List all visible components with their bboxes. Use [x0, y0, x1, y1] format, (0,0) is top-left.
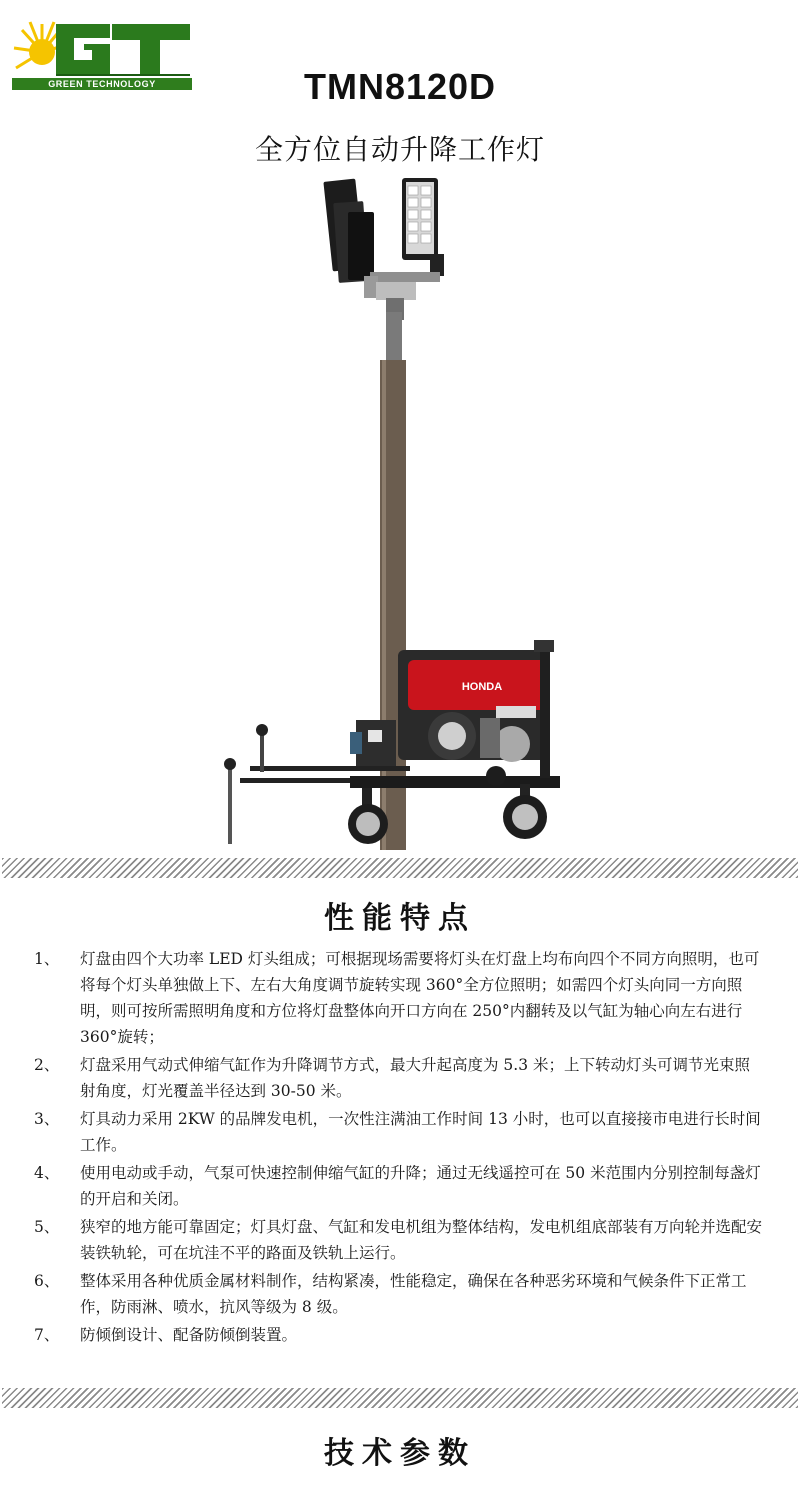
generator-brand: HONDA: [461, 681, 503, 693]
features-list: [34, 946, 764, 1350]
product-image: [200, 172, 600, 852]
product-subtitle: 全方位自动升降工作灯: [254, 133, 545, 166]
list-item: 5、 狭窄的地方能可靠固定；灯具灯盘、气缸和发电机组为整体结构，发电机组底部装有万向轮并选配安装铁轨轮，可在坑洼不平的路面及铁轨上运行。: [34, 1218, 763, 1262]
list-item: 3、 灯具动力采用 2KW 的品牌发电机，一次性注满油工作时间 13 小时，也可以直接接市电进行长时间工作。: [34, 1110, 761, 1154]
lamp-head-right: [402, 178, 444, 276]
list-item: 2、 灯盘采用气动式伸缩气缸作为升降调节方式，最大升起高度为 5.3 米；上下转动灯头可调节光束照射角度，灯光覆盖半径达到 30-50 米。: [34, 1056, 751, 1100]
lamp-head-left: [323, 179, 374, 283]
specs-title: 技术参数: [324, 1436, 476, 1471]
list-item: 4、 使用电动或手动，气泵可快速控制伸缩气缸的升降；通过无线遥控可在 50 米范围内分别控制每盏灯的开启和关闭。: [34, 1164, 761, 1208]
product-model: TMN8120D: [303, 66, 497, 107]
list-item: 7、 防倾倒设计、配备防倾倒装置。: [34, 1326, 298, 1344]
hatched-divider: [2, 858, 798, 878]
list-item: 1、 灯盘由四个大功率 LED 灯头组成；可根据现场需要将灯头在灯盘上均布向四个不同方向照明，也可将每个灯头单独做上下、左右大角度调节旋转实现 360°全方位照明；如需四个灯头向同一方向照明，则可按所需照明角度和方位将灯盘整体向开口方向在 250°内翻转及以气缸为轴心向左右进行 360°旋转；: [34, 950, 760, 1046]
logo-tagline: GREEN TECHNOLOGY: [12, 78, 192, 90]
features-title: 性能特点: [324, 901, 476, 936]
hatched-divider: [2, 1388, 798, 1408]
list-item: 6、 整体采用各种优质金属材料制作，结构紧凑，性能稳定，确保在各种恶劣环境和气候条件下正常工作，防雨淋、喷水，抗风等级为 8 级。: [34, 1272, 747, 1316]
